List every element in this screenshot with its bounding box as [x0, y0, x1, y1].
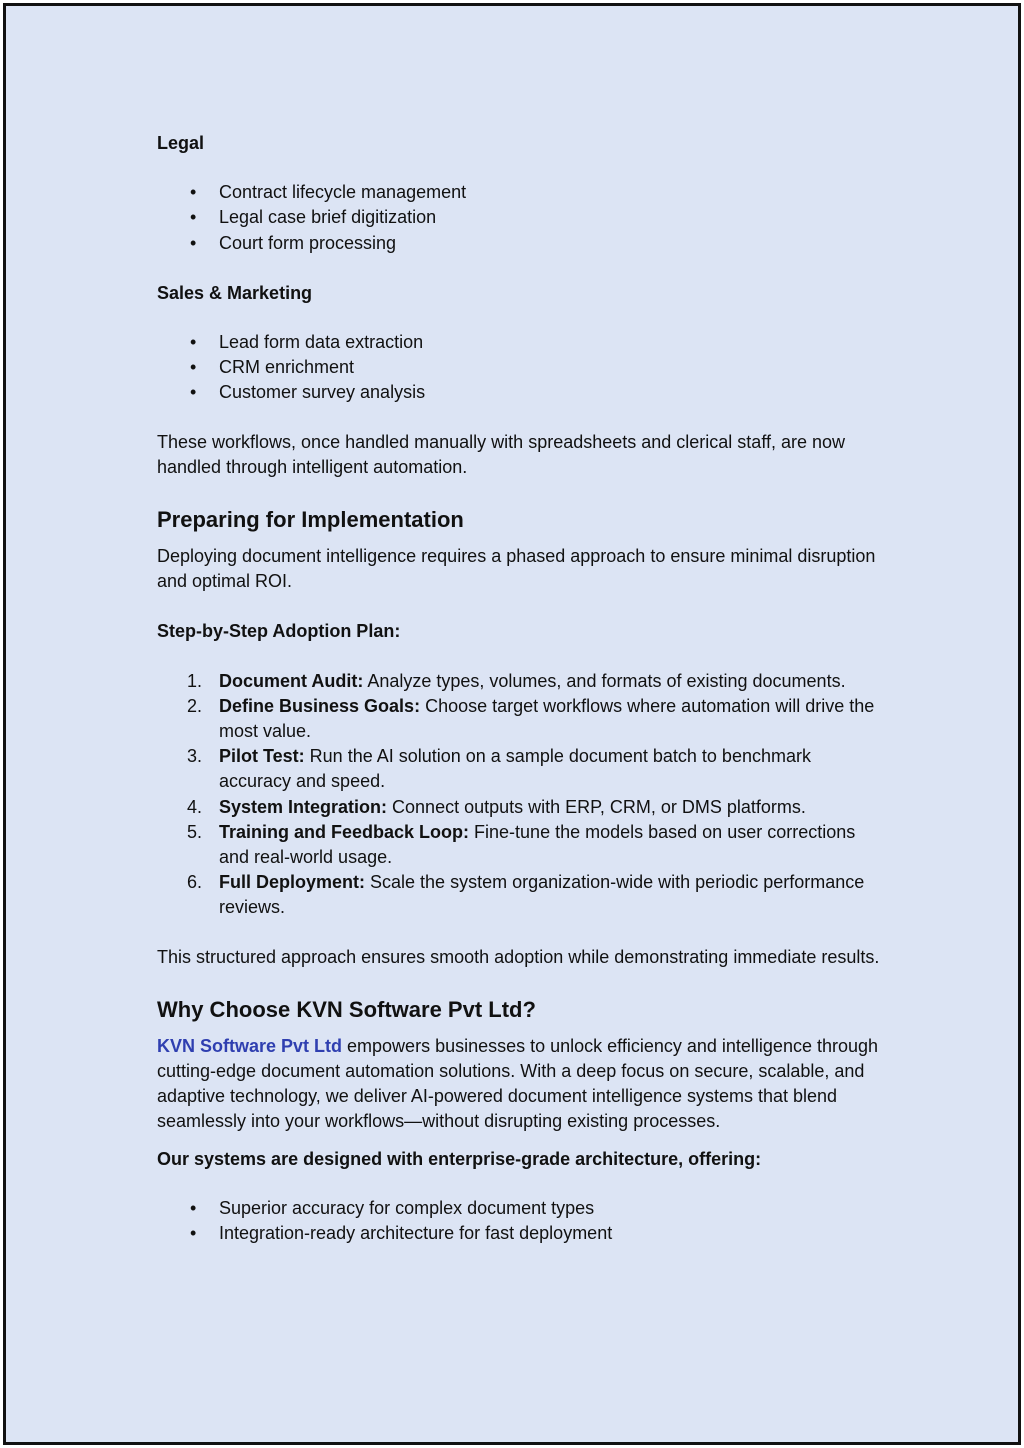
list-item: • Lead form data extraction	[157, 330, 887, 355]
list-item: • Court form processing	[157, 231, 887, 256]
bullet-icon: •	[190, 382, 197, 403]
implementation-heading: Preparing for Implementation	[157, 507, 464, 533]
list-item: • Superior accuracy for complex document types	[157, 1196, 887, 1221]
step-title: Full Deployment:	[219, 872, 366, 893]
adoption-steps	[157, 669, 887, 921]
document-page	[3, 3, 1021, 1445]
company-link[interactable]: KVN Software Pvt Ltd	[157, 1035, 343, 1056]
workflows-paragraph: These workflows, once handled manually with spreadsheets and clerical staff, are now handled through intelligent automation.	[157, 431, 846, 477]
legal-heading: Legal	[157, 133, 205, 153]
step-title: Document Audit:	[219, 670, 364, 691]
list-item: 5. Training and Feedback Loop: Fine-tune the models based on user corrections and real-world usage.	[187, 821, 856, 868]
sales-heading: Sales & Marketing	[157, 282, 313, 303]
bullet-icon: •	[190, 1223, 197, 1244]
plan-heading: Step-by-Step Adoption Plan:	[157, 621, 401, 642]
list-item: 1. Document Audit: Analyze types, volumes, and formats of existing documents.	[187, 670, 846, 691]
step-title: Define Business Goals:	[219, 695, 421, 716]
list-item: 4. System Integration: Connect outputs with ERP, CRM, or DMS platforms.	[187, 796, 806, 817]
step-title: System Integration:	[219, 796, 388, 817]
offering-list	[157, 1196, 887, 1246]
bullet-icon: •	[190, 232, 197, 253]
list-item: • Legal case brief digitization	[157, 205, 887, 230]
bullet-icon: •	[190, 1197, 197, 1218]
closing-paragraph: This structured approach ensures smooth adoption while demonstrating immediate results.	[157, 946, 880, 967]
sales-list	[157, 330, 887, 406]
bullet-icon: •	[190, 207, 197, 228]
why-paragraph: KVN Software Pvt Ltd empowers businesses to unlock efficiency and intelligence through cutting-edge document automation solutions. With a deep focus on secure, scalable, and adaptive technology, we deliver AI-powered document intelligence systems that blend seamlessly into your workflows—without disrupting existing processes.	[157, 1035, 879, 1132]
list-item: 2. Define Business Goals: Choose target workflows where automation will drive the most value.	[187, 695, 875, 742]
bullet-icon: •	[190, 182, 197, 203]
bullet-icon: •	[190, 357, 197, 378]
implementation-intro: Deploying document intelligence requires a phased approach to ensure minimal disruption and optimal ROI.	[157, 546, 876, 592]
offering-heading: Our systems are designed with enterprise-grade architecture, offering:	[157, 1148, 762, 1169]
step-title: Training and Feedback Loop:	[219, 821, 470, 842]
list-item: • Integration-ready architecture for fast deployment	[157, 1221, 887, 1246]
bullet-icon: •	[190, 332, 197, 353]
list-item: • CRM enrichment	[157, 355, 887, 380]
list-item: • Contract lifecycle management	[157, 180, 887, 205]
why-heading: Why Choose KVN Software Pvt Ltd?	[157, 996, 536, 1022]
document-content	[157, 126, 887, 1246]
list-item: 3. Pilot Test: Run the AI solution on a sample document batch to benchmark accuracy and speed.	[187, 746, 811, 792]
list-item: 6. Full Deployment: Scale the system organization-wide with periodic performance reviews.	[187, 872, 865, 918]
step-title: Pilot Test:	[219, 746, 305, 767]
list-item: • Customer survey analysis	[157, 380, 887, 405]
legal-list	[157, 180, 887, 256]
